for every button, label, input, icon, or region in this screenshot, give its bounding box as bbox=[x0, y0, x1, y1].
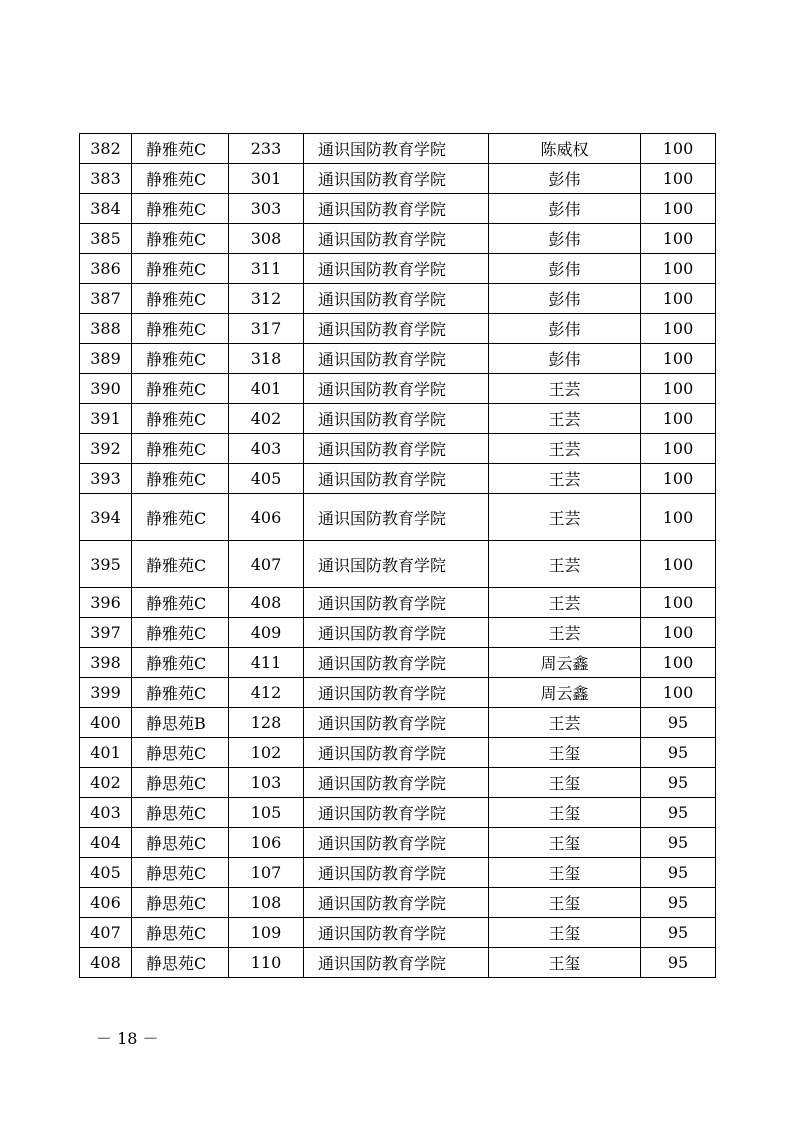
cell-score: 95 bbox=[641, 708, 716, 738]
cell-room: 308 bbox=[229, 224, 304, 254]
cell-score: 100 bbox=[641, 541, 716, 588]
cell-college: 通识国防教育学院 bbox=[304, 708, 489, 738]
cell-number: 396 bbox=[80, 588, 132, 618]
cell-building: 静思苑C bbox=[132, 858, 229, 888]
cell-number: 393 bbox=[80, 464, 132, 494]
cell-building: 静思苑C bbox=[132, 828, 229, 858]
cell-score: 100 bbox=[641, 588, 716, 618]
cell-room: 407 bbox=[229, 541, 304, 588]
table-row bbox=[80, 678, 716, 708]
cell-number: 383 bbox=[80, 164, 132, 194]
table-row bbox=[80, 434, 716, 464]
table-row bbox=[80, 194, 716, 224]
cell-name: 王芸 bbox=[489, 588, 641, 618]
cell-room: 102 bbox=[229, 738, 304, 768]
cell-number: 388 bbox=[80, 314, 132, 344]
table-row bbox=[80, 648, 716, 678]
table-row bbox=[80, 494, 716, 541]
cell-name: 王玺 bbox=[489, 798, 641, 828]
table-row bbox=[80, 948, 716, 978]
cell-score: 100 bbox=[641, 648, 716, 678]
cell-score: 95 bbox=[641, 918, 716, 948]
cell-score: 100 bbox=[641, 224, 716, 254]
cell-college: 通识国防教育学院 bbox=[304, 404, 489, 434]
cell-college: 通识国防教育学院 bbox=[304, 314, 489, 344]
cell-score: 95 bbox=[641, 768, 716, 798]
table-row bbox=[80, 284, 716, 314]
cell-college: 通识国防教育学院 bbox=[304, 224, 489, 254]
cell-score: 95 bbox=[641, 888, 716, 918]
cell-building: 静思苑C bbox=[132, 918, 229, 948]
cell-number: 398 bbox=[80, 648, 132, 678]
cell-name: 王芸 bbox=[489, 434, 641, 464]
cell-number: 382 bbox=[80, 134, 132, 164]
cell-name: 王玺 bbox=[489, 858, 641, 888]
cell-room: 128 bbox=[229, 708, 304, 738]
table-row bbox=[80, 798, 716, 828]
cell-building: 静思苑C bbox=[132, 738, 229, 768]
cell-room: 402 bbox=[229, 404, 304, 434]
cell-building: 静雅苑C bbox=[132, 404, 229, 434]
cell-score: 100 bbox=[641, 434, 716, 464]
cell-college: 通识国防教育学院 bbox=[304, 678, 489, 708]
cell-number: 404 bbox=[80, 828, 132, 858]
cell-name: 王芸 bbox=[489, 708, 641, 738]
cell-college: 通识国防教育学院 bbox=[304, 194, 489, 224]
cell-score: 100 bbox=[641, 344, 716, 374]
table-row bbox=[80, 134, 716, 164]
cell-score: 95 bbox=[641, 798, 716, 828]
cell-building: 静雅苑C bbox=[132, 224, 229, 254]
cell-building: 静雅苑C bbox=[132, 588, 229, 618]
cell-score: 100 bbox=[641, 134, 716, 164]
cell-college: 通识国防教育学院 bbox=[304, 434, 489, 464]
cell-score: 95 bbox=[641, 828, 716, 858]
cell-room: 412 bbox=[229, 678, 304, 708]
table-row bbox=[80, 918, 716, 948]
cell-number: 385 bbox=[80, 224, 132, 254]
cell-name: 彭伟 bbox=[489, 284, 641, 314]
cell-score: 100 bbox=[641, 314, 716, 344]
cell-name: 王玺 bbox=[489, 948, 641, 978]
cell-college: 通识国防教育学院 bbox=[304, 888, 489, 918]
cell-name: 王芸 bbox=[489, 541, 641, 588]
cell-college: 通识国防教育学院 bbox=[304, 588, 489, 618]
cell-number: 392 bbox=[80, 434, 132, 464]
cell-number: 389 bbox=[80, 344, 132, 374]
cell-name: 王玺 bbox=[489, 768, 641, 798]
table-row bbox=[80, 828, 716, 858]
table-row bbox=[80, 738, 716, 768]
cell-name: 王芸 bbox=[489, 374, 641, 404]
cell-name: 王玺 bbox=[489, 888, 641, 918]
cell-score: 100 bbox=[641, 678, 716, 708]
cell-name: 彭伟 bbox=[489, 164, 641, 194]
cell-name: 彭伟 bbox=[489, 194, 641, 224]
table-row bbox=[80, 464, 716, 494]
cell-score: 100 bbox=[641, 404, 716, 434]
cell-room: 318 bbox=[229, 344, 304, 374]
cell-name: 王玺 bbox=[489, 918, 641, 948]
cell-name: 周云鑫 bbox=[489, 678, 641, 708]
cell-number: 403 bbox=[80, 798, 132, 828]
cell-building: 静思苑C bbox=[132, 798, 229, 828]
cell-college: 通识国防教育学院 bbox=[304, 541, 489, 588]
cell-number: 402 bbox=[80, 768, 132, 798]
cell-college: 通识国防教育学院 bbox=[304, 858, 489, 888]
table-row bbox=[80, 618, 716, 648]
cell-name: 王芸 bbox=[489, 618, 641, 648]
cell-score: 95 bbox=[641, 738, 716, 768]
cell-building: 静雅苑C bbox=[132, 134, 229, 164]
cell-building: 静雅苑C bbox=[132, 464, 229, 494]
cell-name: 彭伟 bbox=[489, 344, 641, 374]
page-number: － 18 － bbox=[96, 1029, 159, 1048]
cell-number: 408 bbox=[80, 948, 132, 978]
cell-room: 107 bbox=[229, 858, 304, 888]
cell-name: 彭伟 bbox=[489, 254, 641, 284]
cell-room: 409 bbox=[229, 618, 304, 648]
cell-building: 静雅苑C bbox=[132, 194, 229, 224]
cell-building: 静雅苑C bbox=[132, 254, 229, 284]
cell-building: 静雅苑C bbox=[132, 374, 229, 404]
cell-room: 109 bbox=[229, 918, 304, 948]
cell-number: 386 bbox=[80, 254, 132, 284]
cell-score: 95 bbox=[641, 858, 716, 888]
cell-name: 彭伟 bbox=[489, 224, 641, 254]
table-row bbox=[80, 888, 716, 918]
cell-name: 周云鑫 bbox=[489, 648, 641, 678]
cell-number: 394 bbox=[80, 494, 132, 541]
cell-building: 静思苑C bbox=[132, 768, 229, 798]
cell-number: 384 bbox=[80, 194, 132, 224]
cell-number: 401 bbox=[80, 738, 132, 768]
cell-building: 静雅苑C bbox=[132, 284, 229, 314]
cell-room: 317 bbox=[229, 314, 304, 344]
table-row bbox=[80, 374, 716, 404]
cell-college: 通识国防教育学院 bbox=[304, 828, 489, 858]
cell-college: 通识国防教育学院 bbox=[304, 284, 489, 314]
table-row bbox=[80, 541, 716, 588]
cell-building: 静思苑B bbox=[132, 708, 229, 738]
cell-room: 105 bbox=[229, 798, 304, 828]
cell-room: 401 bbox=[229, 374, 304, 404]
cell-room: 311 bbox=[229, 254, 304, 284]
cell-college: 通识国防教育学院 bbox=[304, 344, 489, 374]
cell-score: 100 bbox=[641, 494, 716, 541]
cell-number: 399 bbox=[80, 678, 132, 708]
cell-number: 391 bbox=[80, 404, 132, 434]
cell-college: 通识国防教育学院 bbox=[304, 254, 489, 284]
cell-college: 通识国防教育学院 bbox=[304, 648, 489, 678]
cell-number: 400 bbox=[80, 708, 132, 738]
cell-building: 静雅苑C bbox=[132, 648, 229, 678]
cell-number: 405 bbox=[80, 858, 132, 888]
cell-name: 王芸 bbox=[489, 404, 641, 434]
cell-room: 233 bbox=[229, 134, 304, 164]
cell-room: 411 bbox=[229, 648, 304, 678]
cell-building: 静雅苑C bbox=[132, 434, 229, 464]
cell-building: 静雅苑C bbox=[132, 618, 229, 648]
cell-room: 312 bbox=[229, 284, 304, 314]
cell-college: 通识国防教育学院 bbox=[304, 464, 489, 494]
cell-score: 100 bbox=[641, 618, 716, 648]
cell-college: 通识国防教育学院 bbox=[304, 948, 489, 978]
cell-name: 王芸 bbox=[489, 494, 641, 541]
cell-building: 静雅苑C bbox=[132, 541, 229, 588]
cell-building: 静雅苑C bbox=[132, 344, 229, 374]
cell-building: 静雅苑C bbox=[132, 494, 229, 541]
table-body bbox=[80, 134, 716, 978]
table-row bbox=[80, 224, 716, 254]
cell-college: 通识国防教育学院 bbox=[304, 618, 489, 648]
cell-room: 408 bbox=[229, 588, 304, 618]
cell-number: 406 bbox=[80, 888, 132, 918]
table-row bbox=[80, 344, 716, 374]
cell-name: 陈威权 bbox=[489, 134, 641, 164]
cell-number: 397 bbox=[80, 618, 132, 648]
cell-number: 387 bbox=[80, 284, 132, 314]
cell-room: 108 bbox=[229, 888, 304, 918]
cell-number: 395 bbox=[80, 541, 132, 588]
cell-room: 106 bbox=[229, 828, 304, 858]
cell-name: 彭伟 bbox=[489, 314, 641, 344]
table-row bbox=[80, 164, 716, 194]
cell-college: 通识国防教育学院 bbox=[304, 798, 489, 828]
cell-number: 407 bbox=[80, 918, 132, 948]
cell-room: 303 bbox=[229, 194, 304, 224]
table-row bbox=[80, 708, 716, 738]
cell-score: 100 bbox=[641, 164, 716, 194]
table-row bbox=[80, 254, 716, 284]
cell-building: 静雅苑C bbox=[132, 678, 229, 708]
cell-room: 406 bbox=[229, 494, 304, 541]
cell-room: 103 bbox=[229, 768, 304, 798]
cell-building: 静思苑C bbox=[132, 948, 229, 978]
cell-score: 95 bbox=[641, 948, 716, 978]
cell-building: 静雅苑C bbox=[132, 314, 229, 344]
cell-room: 403 bbox=[229, 434, 304, 464]
cell-college: 通识国防教育学院 bbox=[304, 768, 489, 798]
cell-room: 405 bbox=[229, 464, 304, 494]
cell-college: 通识国防教育学院 bbox=[304, 134, 489, 164]
cell-score: 100 bbox=[641, 254, 716, 284]
cell-score: 100 bbox=[641, 194, 716, 224]
cell-college: 通识国防教育学院 bbox=[304, 918, 489, 948]
cell-college: 通识国防教育学院 bbox=[304, 164, 489, 194]
cell-room: 110 bbox=[229, 948, 304, 978]
table-row bbox=[80, 588, 716, 618]
cell-college: 通识国防教育学院 bbox=[304, 374, 489, 404]
table-row bbox=[80, 858, 716, 888]
cell-name: 王玺 bbox=[489, 828, 641, 858]
cell-score: 100 bbox=[641, 374, 716, 404]
cell-score: 100 bbox=[641, 464, 716, 494]
cell-building: 静思苑C bbox=[132, 888, 229, 918]
cell-room: 301 bbox=[229, 164, 304, 194]
table-row bbox=[80, 404, 716, 434]
cell-score: 100 bbox=[641, 284, 716, 314]
cell-building: 静雅苑C bbox=[132, 164, 229, 194]
table-row bbox=[80, 314, 716, 344]
table-row bbox=[80, 768, 716, 798]
cell-name: 王玺 bbox=[489, 738, 641, 768]
cell-college: 通识国防教育学院 bbox=[304, 738, 489, 768]
cell-name: 王芸 bbox=[489, 464, 641, 494]
cell-college: 通识国防教育学院 bbox=[304, 494, 489, 541]
dormitory-score-table bbox=[79, 133, 716, 978]
cell-number: 390 bbox=[80, 374, 132, 404]
